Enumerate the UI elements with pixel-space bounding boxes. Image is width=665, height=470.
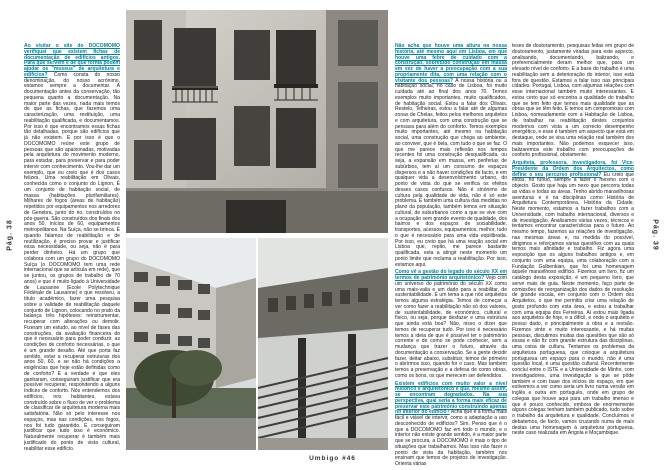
interview-answer: teses de doutoramento, pesquisas feitas em grupo de doutoramento, justamente viradas para este aspecto, analisando, documentando, balizando, e preferencialmente deram melhor que, para um elevado nível de conforto. E a base do trabalho é uma reabilitação sem a deterioração do interior, isso está fora de questão. Estamos a falar isso nas principais cidades. Portugal, Lisboa, com algumas relações com esse internacional também muito interessantes. E estou certo que só encontra a qualidade do trabalho que se tem feito que temos mais qualidade que as obras que se têm feito. E temos um compromisso com Lisboa, nomeadamente com a Habitação de Lisboa, de trabalhar na reabilitação destes conjuntos modernos com vista a um correcto desempenho energético, e esse é também um aspecto que está em destaque, onde se visa uma relação real também dos mais importantes. Não podemos esquecer isso, balizaremos este trabalho com preocupações de conforto profissional, obviamente.	[512, 43, 635, 159]
interview-answer: A nossa história ou a habitação social, no caso de Lisboa, foi muito cuidada até ao final dos anos 70. Temos exemplos muito importantes, muito qualificados, de habitação social. Estou a falar dos Olivais, Restelo, Telheiras, estou a falar até de algumas zonas de Chelas, feitos pelos melhores arquitetos e com arquitetura, com uma construção que se pensava para além do conforto. Temos exemplos muito importantes, até mesmo na habitação social, uma construção que chega ao ambiente, ao conviver, que é bela, com tudo o que se faz. O que me parece mais reflexão nos tempos recentes foi uma construção desqualificada, ou seja, a expansão em massa, em periferias de subúrbios, tem aí um consumo de espaços dispersos e a não haver condições de facto, e em qualquer vida a desenvolvimento urbano, do ponto de vista do que se verifica os efeitos desses casos confusos. Não é sinónimo de cultura pela qualidade de vida, não é só este problema. É também uma cultura das medidas no plano da população, também temos em situação cultural, de suburbanos como a que se vive com a ocupação sem grande evento de qualidade, dos bairros e dos espaços de sociabilidade, transportes, acessos, equipamentos, melhor, tudo o que é necessário para uma vida equilibrada. Por isso, eu creio que há uma reação social em Lisboa que, repito, me parece bastante qualificada, esta a atingir neste momento um ponto limite que reclama a reabilitação. Por isso, estamos aqui.	[395, 77, 507, 268]
building-facade-illustration	[126, 10, 388, 233]
interview-question: Existem edifícios com muito valor a nível histórico e arquitetónico e que, mesmo assim, se encontram degradados. Na sua perspectiva, qual seria a forma mais eficaz de preservar este património construindo apenas no interior do edifício?	[395, 380, 507, 416]
paragraph	[512, 161, 634, 437]
interview-answer: Acha que é a forma mais fácil e viável de intervir, como a adaptação a uso desconhecido de edifícios? Sim. Penso que é o que a DOCOMOMO faz em todo o mundo, e o interior não existe grande sentido, é a maior parte que se procura, a DOCOMOMO é mais o tipo de situações que trabalhamos. Mas isso não fazer o ponto de vista da habitação, também nos ensinam que temos de projetos de investigação. Orienta várias	[395, 409, 507, 467]
paragraph	[395, 44, 507, 268]
page-footer: Umbigo #46	[309, 455, 356, 462]
article-column-2	[395, 43, 507, 467]
photo-modernist-stairs	[258, 238, 388, 450]
interview-question: Ao visitar o site do DOCOMOMO verifiquei que existem fichas de documentação de edifícios antigos. Para que servem e de que forma podem ajudar os "museus" de arquitetura e edifícios?	[24, 43, 120, 78]
modernist-stairs-illustration	[258, 238, 388, 450]
interview-question: Arquiteta, professora, investigadora, foi Vice-Presidente da Ordem dos Arquitectos, como define o seu percurso profissional?	[512, 160, 634, 178]
interview-answer: Como consta do nosso denominação, do nosso acrónimo, estamos sempre a documentar. A documentação antes da conservação, tão pequena quanto a documentação. Na maior parte das vezes, nada mais temos do que as fichas, que fazemos uma caracterização, uma restituição, uma reabilitação qualificada, e documentamos. Por isso é que encontramos essas fichas tão detalhadas, porque são edifícios que já não existem. E por isso é que o DOCOMOMO reúne este grupo de pessoas que são apaixonadas, motivadas pela arquitetura do movimento moderno, para estudar, para preservar e para poder intervir com conhecimento. Vou-lhe dar um exemplo, que eu creio que é dos casos felizes. Uma reabilitação em Olivais, conhecida como o conjunto do Lignon. É um conjunto de habitação social, de massa (habitações plurifamiliares). Milhares de fogos (áreas de habitação) repetidos por equipamentos nos arredores de Genebra, junto do rio, construídos no pós-guerra. São construídos dos finais dos anos 50, inícios de 60, equipamentos metropolitanos. Na Suíça, não se brinca. É quando falamos de reabilitação e de reutilização, é preciso provar e justificar essa necessidade, ou seja, não é para perder dinheiro. Há um grupo que colabora com um grupo do DOCOMOMO Suíça (o DOCOMOMO tem uma rede internacional que se articula em rede), que se juntou, os grupos de trabalho de 70 anos) e que é muito ligado à Universidade de Lausanne (Ecole Polytechnique Fédérale de Lausanne) e que resolveu, a título académico, fazer uma pesquisa sobre a validade de reabilitação daquele conjunto de Lignon, colocando no prato da balança três hipóteses: reinstrumentar, recuperar com alterações ou demolir. Fizeram um estudo, ao nível de fases das construções, da avaliação financeira do que é necessário para poder conduzir, as condições de conforto necessárias, o que é um grande desafio. Até que porta faz sentido, estar a recuperar estruturas dos anos 50, 60, e se não há condições a exigências que hoje estão definidas como de conforto? E a verdade é que eles ganharam, conseguiram justificar que era possível recuperar, respondendo a alguns índices de conforto. Nós entendemos dos edifícios, nos habitantes, estava construído sobre o fluxo de ver o problema de classificar de arquitetura moderna mais satisfatória. Não só pelo interesse nos espaços, mas nas condições, nos fogos, nos foi tudo garantido. É conseguiram justificar que tudo isso é económico. Naturalmente recuperar é também mais justificado do ponto de vista cultural, reabilitar esse edifício.	[24, 71, 120, 452]
paragraph	[24, 44, 120, 452]
interview-answer: Eu creio que estou, no fundo, sempre a fazer o mesmo com o objecto. Gosto que haja um nexo que percorra todas as vidas e todas as áreas. Tenho abrido maravilhosas aventuras e é na disciplinas como História de Arquitetura Contemporânea, História da Cidade. Neste momento, estamos a fazer trabalhos com a Universidade, com trabalho internacional, diversos e de investigação. Analisamos várias vezes, técnicos e tentamos encontrar características para o futuro. Ao mesmo tempo, fazemos as relações de investigação, nas mesmas áreas e, na medida do possível, dirigimos e reforçamos várias questões com as quais temos mais afinidade e trabalho. Fiz agora uma exposição que os alguns trabalhos antigos e, em conjunto com uma equipa, uma colaboração com a Fundação Gulbenkian, que foi uma homenagem àquele maravilhoso edifício. Fizemos um livro, fiz um catálogo desta exposição, é um pequeno livro, que serve mais de guia. Neste momento, faço parte de comissões de reorganização dos dados de resolução de grande escala, em conjunto com o Ordem dos Arquitetos, o que me permitiu criar uma relação de gosto profundo com esta área, e estou a trabalhar com uma equipa dos Ferreiras. Aí estou mais ligada aos arquitetos de hoje, e a difícil, e onde o arquiteto e possui dado, e principalmente a obra e a revisão. Fizemos vinte e muito interessante, e há muitas pessoas, discutimos muitas das questões que são só essas e não fiz com grande estrutura das disciplinas, uma coisa de cultura. Tentamos os problemas da arquitetura portuguesa, que coloque a arquitetura portuguesa um espaço para o mundo, não é uma questão local, é uma questão cultural. Recentemente concluí entre o ISTE e a Universidade de Minho, com investigadores, uma investigação a que se pôde também e com base dos inícios do espaço, em que estivemos a ver como seria um livro numa versão em inglês e outra em português, onde em grupo de colegas que houve aqui para um trabalho imenso e que é pouco conhecido, embora de enormemente alguns colegas tenham também publicado, tudo sobre o trabalho da arquitetura e qualidade. Concluímos e debatemos, de facto, vamos cruzando numa de mais destas uma homenagem à arquitetura portuguesa, neste caso realizada em Angola e Moçambique.	[512, 171, 634, 437]
interview-answer: Vejo com um universo do património do século XX como uma mais-valia e um dado para a reabilitar, de sustentabilidade. É um tema a que nós arquitetos temos alguma estratégia. Temos de começar a ver como fazer a reabilitação não só dos valores, de sustentabilidade, de económico, cultural e físico, ou seja, porque desfazer e uma estrutura que ainda está boa? Não, nisso o dizer que temos de recuperar tudo. Por isso é necessário temos a ideia de que é possível ter o património corrente e de como se pode conhecer, sem a mudança que trazer o futuro, através da documentação a conservação. Se a gente decidir fazer, deitar abaixo, substituir, temos de primeiro o abrirmos isso, quando for o caso. Mas também temos a preservação e a defesa de como obras, como os bons, os que merecem ser defendidos.	[395, 275, 507, 379]
article-column-3	[512, 44, 634, 447]
page-number-right: Pág. 39	[651, 219, 659, 251]
photo-modernist-building	[126, 238, 256, 450]
modernist-building-illustration	[126, 238, 256, 450]
interview-question: Não acha que houve uma altura na nossa história, até mesmo aqui em Lisboa, em que houve uma febre de cuidado com a construção, sobretudo construção em massa em vez de haver a preocupação com a sua propriamente dita, com uma relação com o visitante dos pessoas?	[395, 43, 507, 84]
paragraph	[395, 270, 507, 379]
paragraph	[512, 44, 634, 159]
interview-question: Como vê a gestão do legado do século XX em termos de património arquitetónico?	[395, 269, 507, 281]
photo-building-facade	[126, 10, 388, 233]
article-column-1	[24, 43, 120, 452]
page-number-left: Pág. 38	[6, 219, 14, 251]
